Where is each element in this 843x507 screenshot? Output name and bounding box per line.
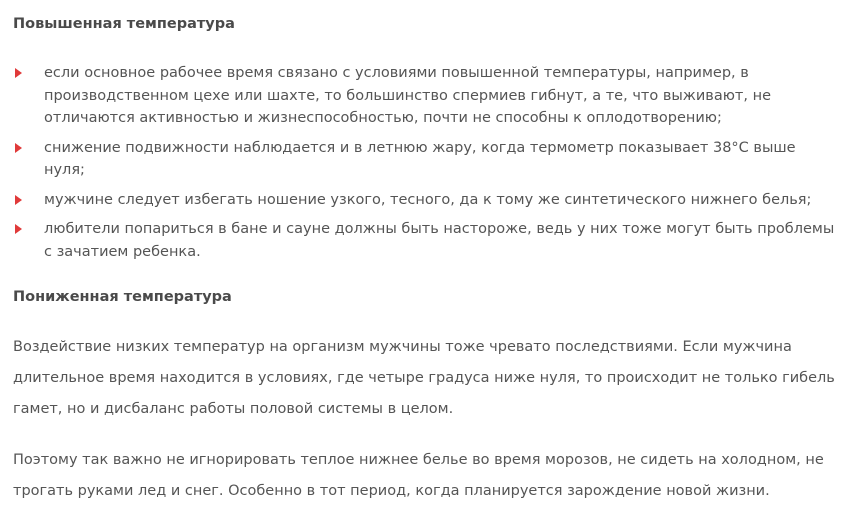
- paragraph-low-temperature-effects: Воздействие низких температур на организм мужчины тоже чревато последствиями. Если мужчина длительное время находится в условиях, где четыре градуса ниже нуля, то происходит не только гибель гамет, но и дисбаланс работы половой системы в целом.: [13, 339, 835, 417]
- list-item-text: если основное рабочее время связано с условиями повышенной температуры, например, в производственном цехе или шахте, то большинство спермиев гибнут, а те, что выживают, не отличаются активностью и жизнеспособностью, почти не способны к оплодотворению;: [44, 65, 771, 126]
- list-item: [13, 189, 838, 212]
- list-item-text: любители попариться в бане и сауне должны быть настороже, ведь у них тоже могут быть проблемы с зачатием ребенка.: [44, 221, 835, 260]
- bullet-triangle-icon: [15, 68, 22, 78]
- bullet-triangle-icon: [15, 224, 22, 234]
- paragraph-recommendations: Поэтому так важно не игнорировать теплое нижнее белье во время морозов, не сидеть на холодном, не трогать руками лед и снег. Особенно в тот период, когда планируется зарождение новой жизни.: [13, 452, 824, 499]
- list-item-text: снижение подвижности наблюдается и в летнюю жару, когда термометр показывает 38°С выше нуля;: [44, 139, 796, 178]
- section-heading-raised-temperature: Повышенная температура: [13, 16, 235, 32]
- list-item: [13, 218, 838, 263]
- bullet-triangle-icon: [15, 195, 22, 205]
- bullet-triangle-icon: [15, 143, 22, 153]
- list-item: [13, 62, 838, 130]
- list-item: [13, 137, 838, 182]
- list-item-text: мужчине следует избегать ношение узкого, тесного, да к тому же синтетического нижнего белья;: [44, 191, 812, 208]
- section-heading-lowered-temperature: Пониженная температура: [13, 289, 232, 305]
- bullet-list-raised-temperature: [13, 62, 838, 263]
